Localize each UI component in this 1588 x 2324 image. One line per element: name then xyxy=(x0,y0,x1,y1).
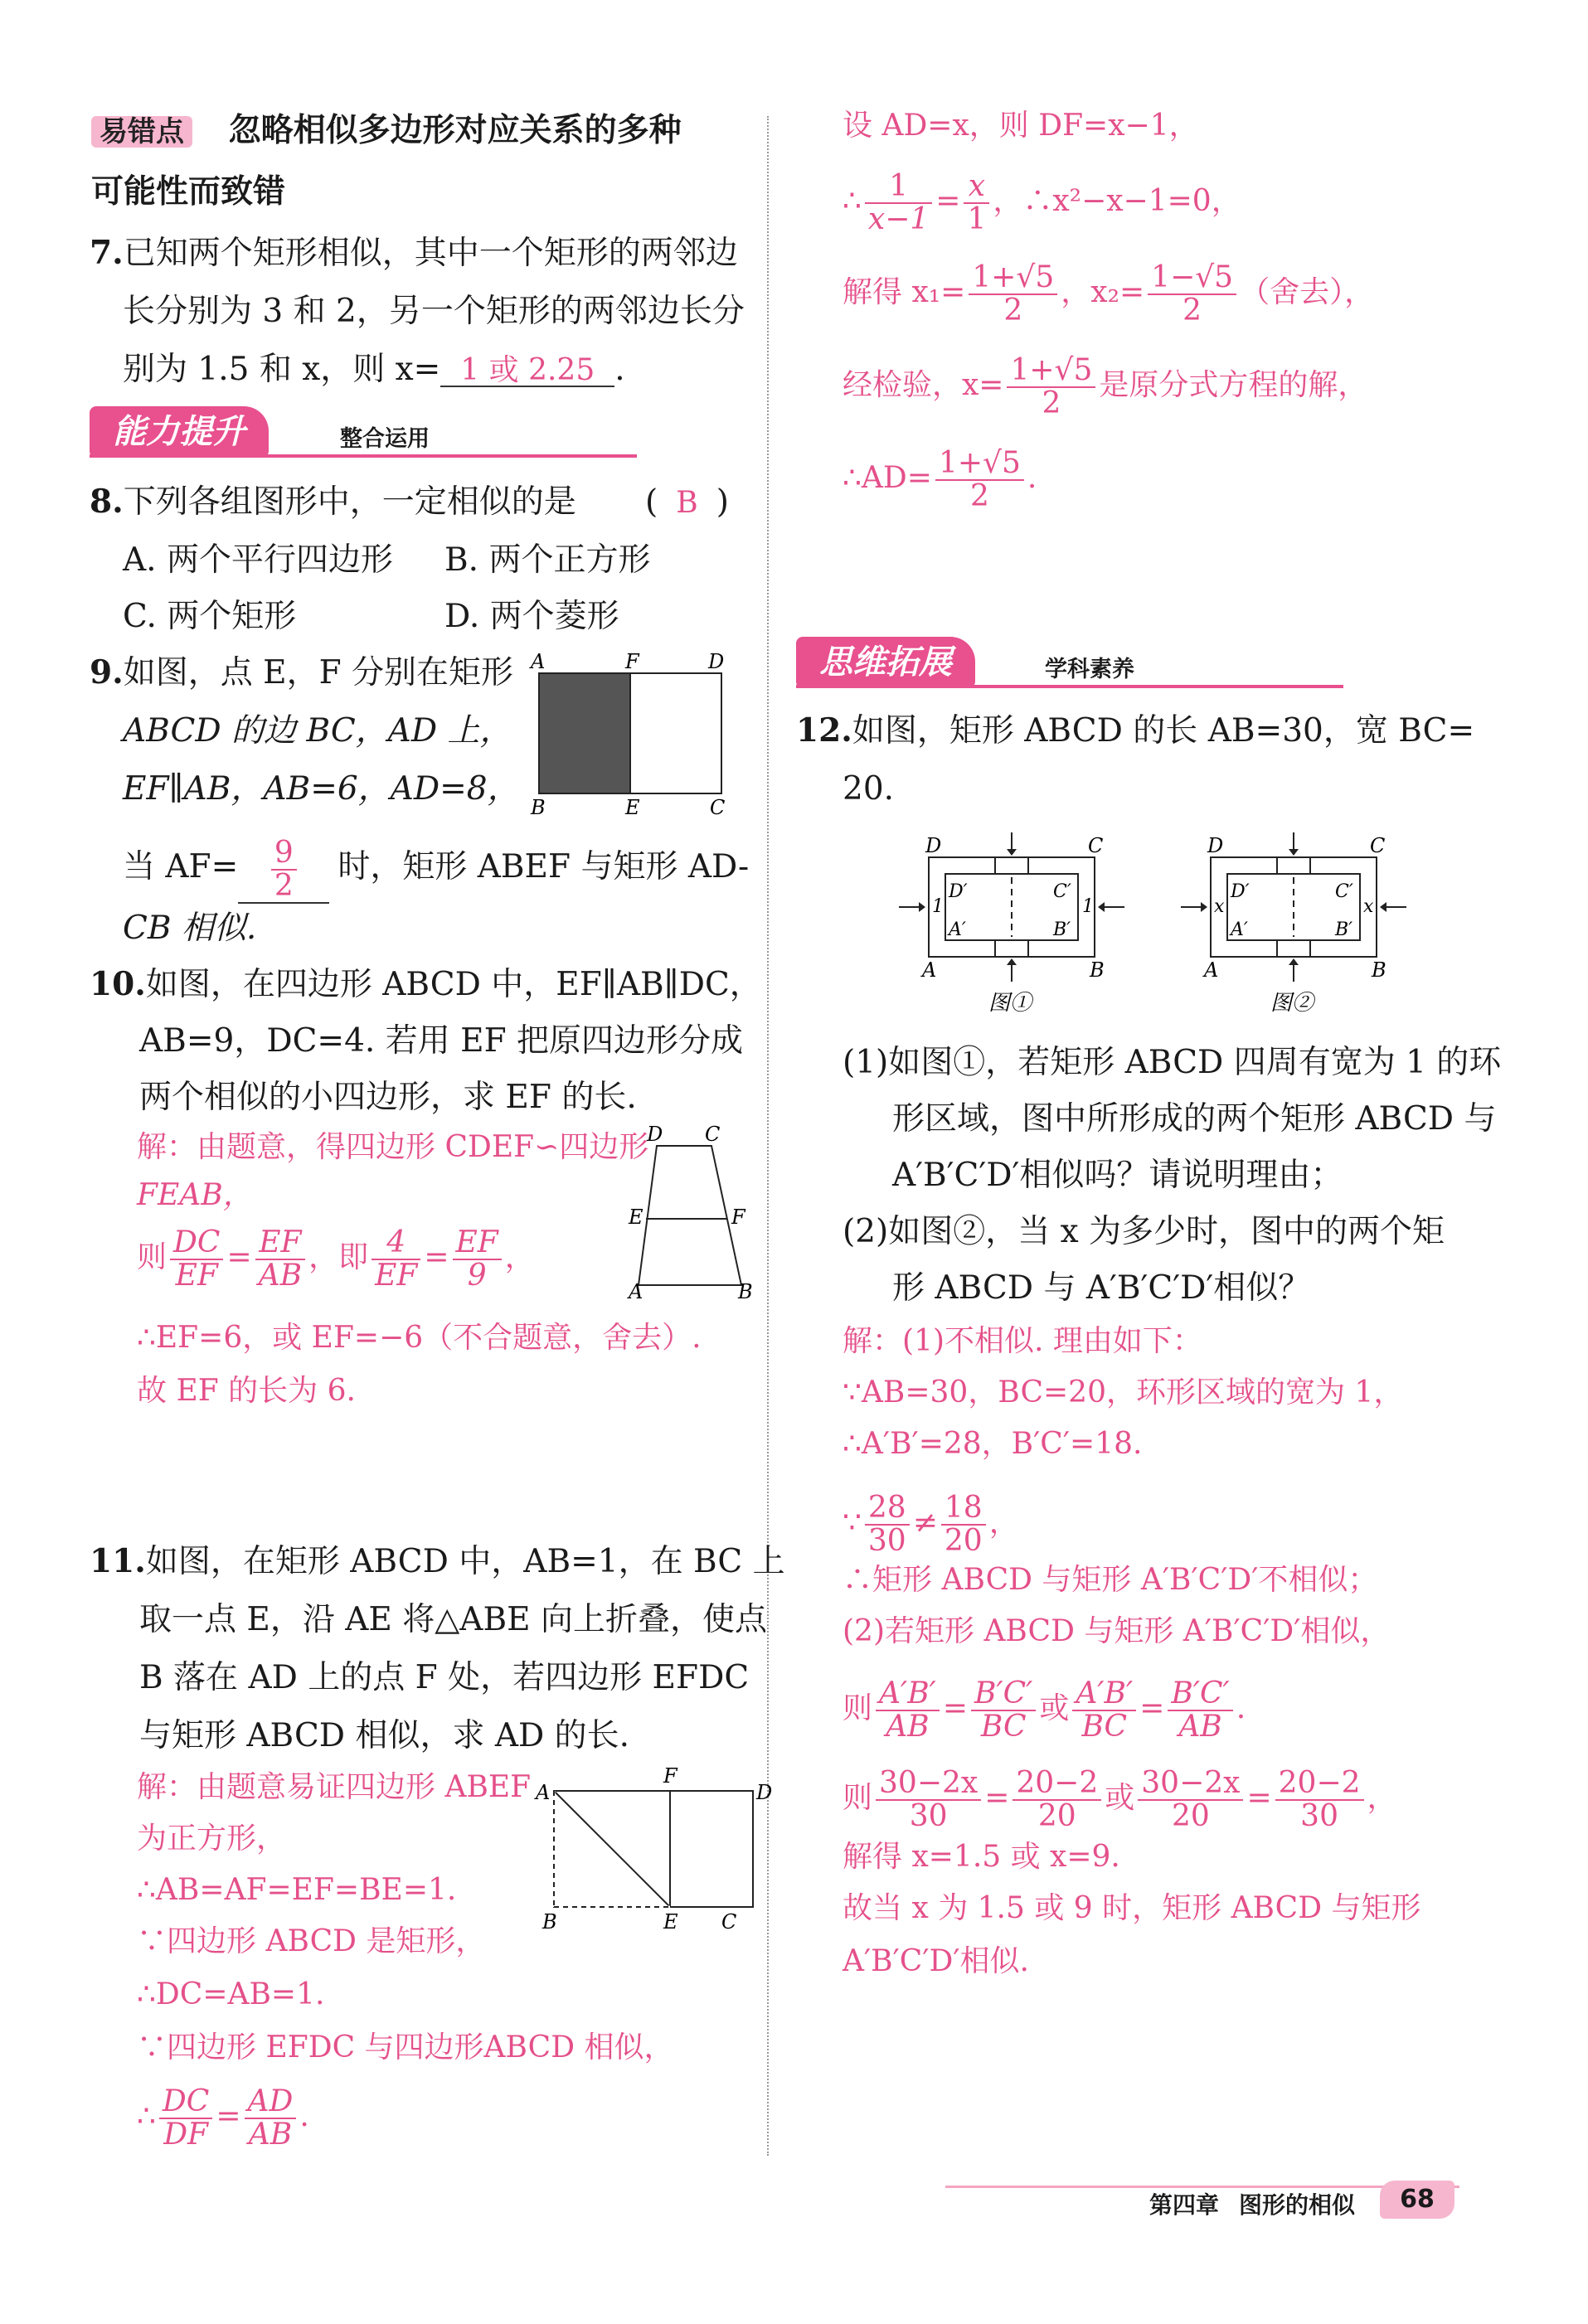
q12-sol8-frac4-den: 30 xyxy=(1300,1798,1338,1833)
q12-sol8-frac2-num: 20−2 xyxy=(1013,1768,1101,1801)
section-ability-sub: 整合运用 xyxy=(340,426,430,452)
q11-cont-frac6-den: 2 xyxy=(969,478,989,513)
q11-cont-l2-end: ，∴x²−x−1=0， xyxy=(993,183,1241,218)
q11-cont-l3-prefix: 解得 x₁= xyxy=(843,274,966,309)
mistake-tag: 易错点 xyxy=(91,116,192,148)
q7-answer: 1 或 2.25 xyxy=(460,353,595,387)
q12-figure-1 xyxy=(896,829,1128,1020)
q10-eq2: = xyxy=(424,1240,449,1274)
q12-sol9: 解得 x=1.5 或 x=9. xyxy=(843,1840,1120,1874)
q10-frac4-den: 9 xyxy=(467,1258,487,1293)
q9-text4: 当 AF= xyxy=(123,847,239,885)
q11-text1: 如图，在矩形 ABCD 中，AB=1，在 BC 上 xyxy=(145,1543,785,1580)
mistake-title-line2: 可能性而致错 xyxy=(91,172,286,211)
q11-line1 xyxy=(90,1542,785,1580)
q12-sol11: A′B′C′D′相似. xyxy=(843,1944,1030,1978)
fig1-width-left: 1 xyxy=(932,896,944,917)
q11-cont-l4-end: 是原分式方程的解， xyxy=(1099,367,1368,402)
q10-label-e: E xyxy=(629,1206,643,1229)
q11-sol7: ∴ $\frac{DC}{DF}$ = $\frac{AD}{AB}$ . xyxy=(137,2084,309,2152)
q9-line1 xyxy=(90,653,514,691)
q10-text1: 如图，在四边形 ABCD 中，EF∥AB∥DC， xyxy=(145,966,762,1003)
fig2-width-right: x xyxy=(1363,896,1374,917)
q9-number: 9. xyxy=(90,653,124,691)
q11-cont-frac6-num: 1+√5 xyxy=(935,448,1024,481)
q11-segment-ae xyxy=(554,1791,670,1907)
q8-text: 下列各组图形中，一定相似的是 xyxy=(123,483,576,521)
page-number: 68 xyxy=(1380,2181,1454,2219)
q9-line4 xyxy=(123,837,749,904)
q9-answer: $\frac{9}{2}$ xyxy=(271,837,297,902)
q9-label-e: E xyxy=(625,796,640,819)
q12-sol4-frac2-num: 18 xyxy=(941,1492,986,1526)
q11-sol2: 为正方形， xyxy=(137,1822,287,1856)
q11-cont-l2-prefix: ∴ xyxy=(843,183,862,218)
q7-text1: 已知两个矩形相似，其中一个矩形的两邻边 xyxy=(123,235,738,272)
q10-eq1: = xyxy=(226,1240,252,1274)
q12-sol7-frac1-num: A′B′ xyxy=(876,1678,940,1711)
fig1-label-ap: A′ xyxy=(949,919,966,940)
q10-trapezoid xyxy=(639,1146,741,1285)
q7-number: 7. xyxy=(90,234,124,272)
q9-label-f: F xyxy=(625,650,639,673)
q11-frac1-num: DC xyxy=(159,2086,212,2119)
q12-sol4-prefix: ∵ xyxy=(843,1505,862,1540)
q11-frac2-num: AD xyxy=(245,2086,297,2119)
q12-sol6: (2)若矩形 ABCD 与矩形 A′B′C′D′相似， xyxy=(843,1614,1391,1648)
q8-option-c: C. 两个矩形 xyxy=(123,598,297,635)
q12-sol1: 解：(1)不相似. 理由如下： xyxy=(843,1324,1202,1358)
fig2-label-c: C xyxy=(1370,834,1386,857)
q12-sol8-frac3-den: 20 xyxy=(1171,1798,1210,1833)
q11-cont-l2: ∴ $\frac{1}{x-1}$ = $\frac{x}{1}$ ，∴x²−x−1=0， xyxy=(843,169,1241,236)
q11-cont-l3-mid: ，x₂= xyxy=(1061,274,1145,309)
q11-label-d: D xyxy=(756,1781,773,1804)
q10-line3: 两个相似的小四边形，求 EF 的长. xyxy=(139,1079,637,1116)
q8-number: 8. xyxy=(90,483,124,521)
q12-p2-l2: 形 ABCD 与 A′B′C′D′相似？ xyxy=(892,1269,1311,1307)
q11-label-f: F xyxy=(663,1764,677,1788)
q11-cont-frac2-den: 1 xyxy=(967,201,987,236)
q10-label-d: D xyxy=(647,1123,663,1146)
q10-sol5: 故 EF 的长为 6. xyxy=(137,1374,356,1408)
fig1-label-bp: B′ xyxy=(1053,919,1071,940)
q12-figure-2 xyxy=(1178,829,1410,1020)
q12-sol8-or: 或 xyxy=(1105,1780,1135,1815)
fig2-width-left: x xyxy=(1214,896,1225,917)
q11-cont-frac3-num: 1+√5 xyxy=(969,262,1057,295)
q12-sol7-frac3-den: BC xyxy=(1081,1709,1128,1744)
q7-period: . xyxy=(614,351,625,388)
q9-shaded-rect xyxy=(539,673,630,793)
q10-frac3-den: EF xyxy=(375,1258,418,1293)
q11-cont-l3-end: （舍去）， xyxy=(1240,274,1375,309)
q11-figure xyxy=(531,1758,773,1940)
q10-label-c: C xyxy=(705,1123,721,1146)
q12-sol8-prefix: 则 xyxy=(843,1780,873,1815)
q11-label-a: A xyxy=(536,1781,551,1804)
q11-sol5: ∴DC=AB=1. xyxy=(137,1977,325,2011)
q10-sol2: FEAB， xyxy=(137,1178,253,1212)
q12-sol8-frac3-num: 30−2x xyxy=(1138,1768,1243,1801)
q12-sol7-prefix: 则 xyxy=(843,1691,873,1725)
column-divider xyxy=(767,116,769,2156)
q12-sol4-frac2-den: 20 xyxy=(944,1523,983,1558)
q7-text3: 别为 1.5 和 x，则 x= xyxy=(123,351,441,388)
q12-sol8-end: ， xyxy=(1367,1780,1397,1815)
q10-sol3-end: ， xyxy=(504,1240,535,1274)
q12-sol7-or: 或 xyxy=(1039,1691,1070,1725)
q11-cont-frac5-num: 1+√5 xyxy=(1007,355,1095,388)
q11-line3: B 落在 AD 上的点 F 处，若四边形 EFDC xyxy=(139,1659,750,1696)
q10-sol3 xyxy=(137,1227,535,1292)
q11-cont-frac4-num: 1−√5 xyxy=(1148,262,1236,295)
q12-sol4-frac1-num: 28 xyxy=(865,1492,910,1526)
q12-line1 xyxy=(796,711,1475,750)
q12-sol4-neq: ≠ xyxy=(912,1505,938,1540)
q10-label-a: A xyxy=(629,1280,643,1303)
fig2-label-ap: A′ xyxy=(1231,919,1248,940)
q10-sol1: 解：由题意，得四边形 CDEF∽四边形 xyxy=(137,1130,649,1164)
q12-sol4-frac1-den: 30 xyxy=(867,1523,906,1558)
q10-frac3-num: 4 xyxy=(372,1227,420,1260)
q11-cont-frac5-den: 2 xyxy=(1042,386,1061,420)
q12-sol7-frac3-num: A′B′ xyxy=(1072,1678,1136,1711)
q9-label-d: D xyxy=(708,650,725,673)
q8-answer-paren xyxy=(645,483,729,521)
q12-sol10: 故当 x 为 1.5 或 9 时，矩形 ABCD 与矩形 xyxy=(843,1891,1421,1925)
fig1-label-cp: C′ xyxy=(1053,881,1071,902)
q11-cont-frac2-num: x xyxy=(964,171,989,204)
section-thinking xyxy=(796,637,1343,688)
q10-frac4-num: EF xyxy=(453,1227,502,1260)
q11-label-b: B xyxy=(542,1910,557,1933)
q11-sol4: ∵四边形 ABCD 是矩形， xyxy=(137,1924,486,1958)
q11-cont-frac3-den: 2 xyxy=(1003,293,1023,327)
q9-label-c: C xyxy=(710,796,726,819)
fig2-label-a: A xyxy=(1204,958,1219,982)
fig1-label-a: A xyxy=(922,958,937,982)
q10-frac2-num: EF xyxy=(255,1227,305,1260)
section-ability-label: 能力提升 xyxy=(90,406,269,458)
section-thinking-sub: 学科素养 xyxy=(1045,657,1134,682)
fig1-label-dp: D′ xyxy=(949,881,968,902)
q11-cont-l1: 设 AD=x，则 DF=x−1， xyxy=(843,109,1199,143)
q12-sol7-frac2-num: B′C′ xyxy=(971,1678,1036,1711)
q12-sol8: 则 $\frac{30-2x}{30}$ = $\frac{20-2}{20}$ 或 $\frac{30-2x}{20}$ = $\frac{20-2}{30}$ ， xyxy=(843,1766,1397,1833)
q9-label-a: A xyxy=(531,650,546,673)
q8-stem xyxy=(90,483,576,521)
q10-frac1-den: EF xyxy=(175,1258,218,1293)
q12-sol5: ∴矩形 ABCD 与矩形 A′B′C′D′不相似； xyxy=(843,1563,1378,1597)
q12-sol7: 则 $\frac{A'B'}{AB}$ = $\frac{B'C'}{BC}$ 或 $\frac{A'B'}{BC}$ = $\frac{B'C'}{AB}$ . xyxy=(843,1676,1246,1744)
q11-line4: 与矩形 ABCD 相似，求 AD 的长. xyxy=(139,1717,630,1754)
fig2-label-b: B xyxy=(1372,958,1386,982)
q7-line1 xyxy=(90,234,738,272)
q9-label-b: B xyxy=(531,796,546,819)
fig2-label-bp: B′ xyxy=(1335,919,1353,940)
q11-sol1: 解：由题意易证四边形 ABEF xyxy=(137,1770,532,1804)
mistake-heading xyxy=(91,111,682,149)
q12-p1-l2: 形区域，图中所形成的两个矩形 ABCD 与 xyxy=(892,1100,1497,1138)
q10-frac2-den: AB xyxy=(258,1258,303,1293)
q11-cont-l4-prefix: 经检验，x= xyxy=(843,367,1004,402)
fig2-label-dp: D′ xyxy=(1231,881,1250,902)
q8-paren-right: ) xyxy=(716,483,729,521)
q10-line1 xyxy=(90,965,762,1003)
q10-sol3-prefix: 则 xyxy=(137,1240,168,1274)
q8-paren-left: ( xyxy=(645,483,658,521)
q11-cont-l3 xyxy=(843,262,1374,327)
q7-line3 xyxy=(123,353,625,387)
q11-frac2-den: AB xyxy=(248,2117,293,2152)
q12-p2-l1: (2)如图②，当 x 为多少时，图中的两个矩 xyxy=(843,1213,1445,1250)
q10-number: 10. xyxy=(90,965,146,1003)
fig1-label-c: C xyxy=(1088,834,1104,857)
q12-sol4 xyxy=(843,1492,1019,1557)
q11-cont-frac1-den: x−1 xyxy=(867,201,930,236)
q10-line2: AB=9，DC=4. 若用 EF 把原四边形分成 xyxy=(139,1022,744,1060)
q11-cont-frac4-den: 2 xyxy=(1183,293,1202,327)
q11-frac1-den: DF xyxy=(163,2117,209,2152)
q12-sol4-end: ， xyxy=(988,1505,1019,1540)
q10-label-b: B xyxy=(738,1280,753,1303)
q9-text4b: 时，矩形 ABEF 与矩形 AD- xyxy=(338,847,750,885)
fig1-label-d: D xyxy=(925,834,942,857)
q10-sol4: ∴EF=6，或 EF=−6（不合题意，舍去）. xyxy=(137,1321,702,1355)
q10-label-f: F xyxy=(731,1206,745,1229)
q11-line2: 取一点 E，沿 AE 将△ABE 向上折叠，使点 xyxy=(139,1601,767,1638)
q11-label-e: E xyxy=(663,1910,678,1933)
q12-p1-l1: (1)如图①，若矩形 ABCD 四周有宽为 1 的环 xyxy=(843,1044,1502,1081)
q9-line3: EF∥AB，AB=6，AD=8， xyxy=(123,770,520,808)
q8-option-d: D. 两个菱形 xyxy=(444,598,619,635)
fig2-label-cp: C′ xyxy=(1335,881,1353,902)
q12-sol8-frac1-den: 30 xyxy=(909,1798,948,1833)
q12-sol3: ∴A′B′=28，B′C′=18. xyxy=(843,1427,1143,1461)
section-ability xyxy=(90,406,637,458)
q11-cont-l5-end: . xyxy=(1027,460,1037,495)
q12-sol7-frac1-den: AB xyxy=(886,1709,930,1744)
q11-cont-l4 xyxy=(843,355,1367,420)
section-thinking-label: 思维拓展 xyxy=(796,637,975,688)
q12-line2: 20. xyxy=(843,770,895,808)
q10-sol3-mid: ，即 xyxy=(308,1240,369,1274)
q8-option-b: B. 两个正方形 xyxy=(444,541,651,579)
q12-sol8-frac4-num: 20−2 xyxy=(1275,1768,1364,1801)
q12-sol7-frac4-num: B′C′ xyxy=(1168,1678,1232,1711)
q9-text1: 如图，点 E，F 分别在矩形 xyxy=(123,654,514,691)
q12-sol8-frac1-num: 30−2x xyxy=(876,1768,981,1801)
q11-number: 11. xyxy=(90,1542,146,1580)
q12-sol2: ∵AB=30，BC=20，环形区域的宽为 1， xyxy=(843,1375,1404,1409)
fig2-label-d: D xyxy=(1207,834,1224,857)
mistake-title-line1: 忽略相似多边形对应关系的多种 xyxy=(228,111,682,149)
q12-text1: 如图，矩形 ABCD 的长 AB=30，宽 BC= xyxy=(852,712,1475,750)
q10-figure xyxy=(622,1123,763,1303)
q11-sol7-end: . xyxy=(299,2098,309,2133)
q7-line2: 长分别为 3 和 2，另一个矩形的两邻边长分 xyxy=(123,293,745,330)
q12-number: 12. xyxy=(796,711,852,750)
q9-line2: ABCD 的边 BC，AD 上， xyxy=(123,712,512,750)
q12-sol7-end: . xyxy=(1236,1691,1246,1725)
q12-sol7-frac4-den: AB xyxy=(1178,1709,1222,1744)
q8-answer: B xyxy=(676,486,698,520)
q11-sol6: ∵四边形 EFDC 与四边形ABCD 相似， xyxy=(137,2030,674,2064)
q12-sol8-frac2-den: 20 xyxy=(1037,1798,1076,1833)
q10-frac1-num: DC xyxy=(170,1227,223,1260)
footer-chapter xyxy=(1149,2191,1356,2219)
q11-cont-l5 xyxy=(843,448,1037,512)
q9-figure xyxy=(522,650,726,821)
q12-p1-l3: A′B′C′D′相似吗？请说明理由； xyxy=(892,1157,1343,1194)
footer-chapter-num: 第四章 xyxy=(1149,2191,1220,2219)
fig1-caption: 图① xyxy=(988,991,1032,1016)
q11-sol3: ∴AB=AF=EF=BE=1. xyxy=(137,1873,457,1907)
fig1-width-right: 1 xyxy=(1082,896,1094,917)
q11-cont-frac1-num: 1 xyxy=(865,171,932,204)
fig2-caption: 图② xyxy=(1270,991,1314,1016)
q11-cont-l5-prefix: ∴AD= xyxy=(843,460,932,495)
q11-label-c: C xyxy=(721,1910,737,1933)
q12-sol7-frac2-den: BC xyxy=(980,1709,1027,1744)
q11-sol7-prefix: ∴ xyxy=(137,2098,156,2133)
footer-chapter-title: 图形的相似 xyxy=(1239,2191,1356,2219)
q8-option-a: A. 两个平行四边形 xyxy=(123,541,393,579)
q9-line5: CB 相似. xyxy=(123,910,257,947)
fig1-label-b: B xyxy=(1090,958,1105,982)
